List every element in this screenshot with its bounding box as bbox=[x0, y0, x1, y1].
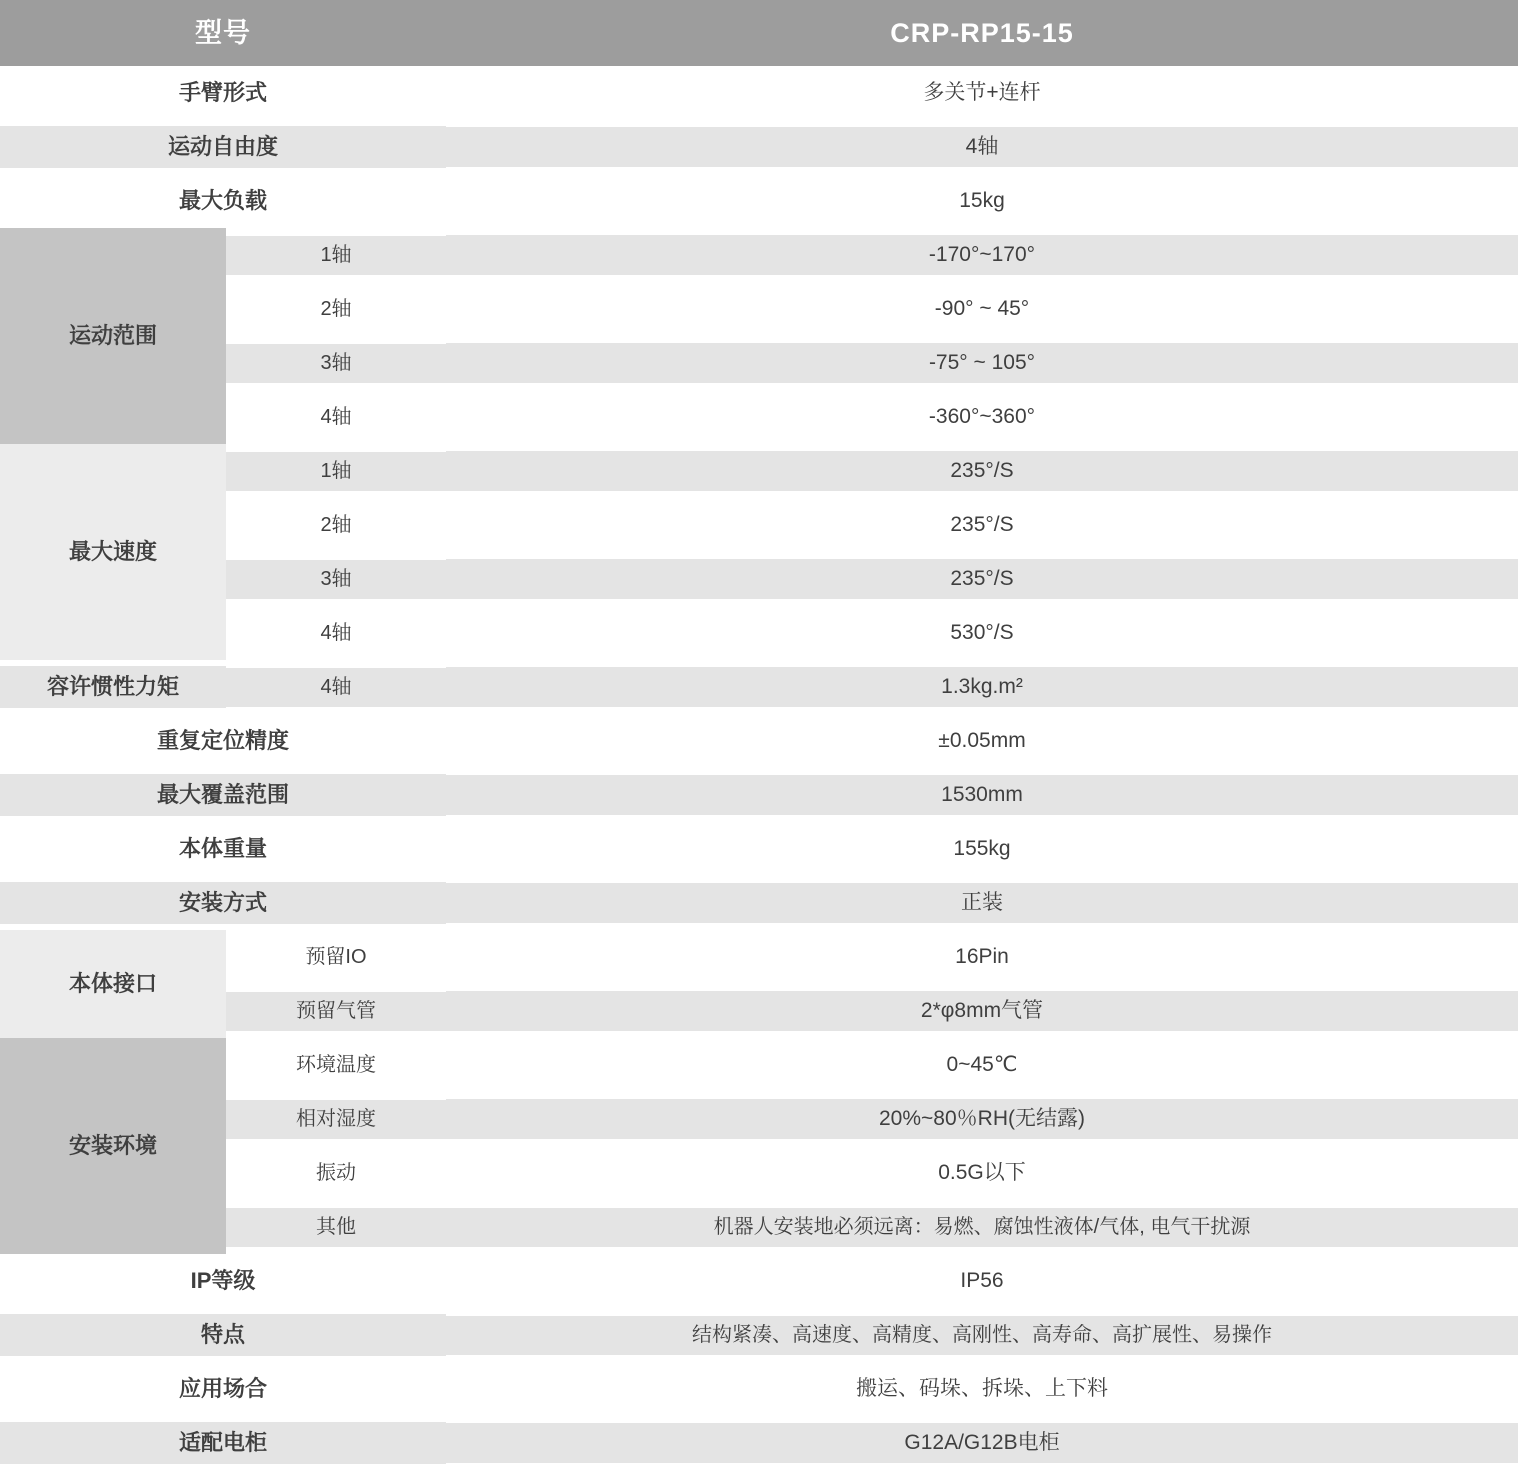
row-value: 235°/S bbox=[446, 559, 1518, 599]
group-label-cell-environment bbox=[0, 1038, 226, 1254]
table-row bbox=[0, 444, 1518, 498]
table-row bbox=[0, 282, 1518, 336]
row-value-cell bbox=[446, 984, 1518, 1038]
row-value-cell bbox=[446, 390, 1518, 444]
table-row bbox=[0, 1038, 1518, 1092]
row-value-cell bbox=[446, 228, 1518, 282]
sub-label: 1轴 bbox=[226, 452, 446, 491]
row-label-cell bbox=[0, 822, 446, 876]
row-value: 结构紧凑、高速度、高精度、高刚性、高寿命、高扩展性、易操作 bbox=[446, 1316, 1518, 1355]
row-label: 安装方式 bbox=[0, 882, 446, 924]
row-label-cell bbox=[0, 1308, 446, 1362]
row-label-cell bbox=[0, 876, 446, 930]
sub-label-cell bbox=[226, 1200, 446, 1254]
row-value-cell bbox=[446, 768, 1518, 822]
row-label-cell bbox=[0, 174, 446, 228]
table-row bbox=[0, 228, 1518, 282]
group-label: 本体接口 bbox=[0, 963, 226, 1005]
table-row bbox=[0, 66, 1518, 120]
row-value: 1530mm bbox=[446, 775, 1518, 815]
row-label: 运动自由度 bbox=[0, 126, 446, 168]
sub-label-cell bbox=[226, 984, 446, 1038]
table-row bbox=[0, 498, 1518, 552]
row-value: 搬运、码垛、拆垛、上下料 bbox=[446, 1369, 1518, 1409]
sub-label-cell bbox=[226, 390, 446, 444]
table-row bbox=[0, 984, 1518, 1038]
sub-label-cell bbox=[226, 282, 446, 336]
table-row bbox=[0, 1308, 1518, 1362]
table-row bbox=[0, 1362, 1518, 1416]
header-label-cell bbox=[0, 0, 446, 66]
row-value: IP56 bbox=[446, 1261, 1518, 1301]
row-label-cell bbox=[0, 1362, 446, 1416]
table-row bbox=[0, 1092, 1518, 1146]
row-label: 重复定位精度 bbox=[0, 720, 446, 762]
row-value-cell bbox=[446, 1038, 1518, 1092]
sub-label-cell bbox=[226, 1092, 446, 1146]
table-row bbox=[0, 714, 1518, 768]
row-label-cell bbox=[0, 1254, 446, 1308]
table-row bbox=[0, 876, 1518, 930]
group-label: 运动范围 bbox=[0, 315, 226, 357]
sub-label: 4轴 bbox=[226, 398, 446, 437]
row-value: 1.3kg.m² bbox=[446, 667, 1518, 707]
row-label: 特点 bbox=[0, 1314, 446, 1356]
row-value: 235°/S bbox=[446, 451, 1518, 491]
group-label: 最大速度 bbox=[0, 531, 226, 573]
table-row bbox=[0, 174, 1518, 228]
row-value: 16Pin bbox=[446, 937, 1518, 977]
row-value-cell bbox=[446, 498, 1518, 552]
row-label: 手臂形式 bbox=[0, 72, 446, 114]
group-label: 安装环境 bbox=[0, 1125, 226, 1167]
sub-label: 1轴 bbox=[226, 236, 446, 275]
row-label-cell bbox=[0, 1416, 446, 1470]
row-value: 155kg bbox=[446, 829, 1518, 869]
row-value-cell bbox=[446, 1200, 1518, 1254]
group-label-cell-inertia bbox=[0, 660, 226, 714]
row-value: -75° ~ 105° bbox=[446, 343, 1518, 383]
row-value: 4轴 bbox=[446, 127, 1518, 167]
row-value-cell bbox=[446, 876, 1518, 930]
row-label-cell bbox=[0, 66, 446, 120]
row-value-cell bbox=[446, 66, 1518, 120]
sub-label-cell bbox=[226, 660, 446, 714]
row-value: -90° ~ 45° bbox=[446, 289, 1518, 329]
sub-label-cell bbox=[226, 228, 446, 282]
sub-label: 相对湿度 bbox=[226, 1100, 446, 1139]
row-value: 20%~80％RH(无结露) bbox=[446, 1099, 1518, 1139]
row-value-cell bbox=[446, 930, 1518, 984]
table-row bbox=[0, 390, 1518, 444]
sub-label: 振动 bbox=[226, 1154, 446, 1193]
sub-label-cell bbox=[226, 552, 446, 606]
row-label-cell bbox=[0, 768, 446, 822]
row-value-cell bbox=[446, 822, 1518, 876]
header-label: 型号 bbox=[0, 0, 446, 66]
row-value-cell bbox=[446, 336, 1518, 390]
row-value-cell bbox=[446, 444, 1518, 498]
table-row bbox=[0, 606, 1518, 660]
row-value-cell bbox=[446, 660, 1518, 714]
sub-label-cell bbox=[226, 498, 446, 552]
row-value: 机器人安装地必须远离：易燃、腐蚀性液体/气体, 电气干扰源 bbox=[446, 1208, 1518, 1247]
table-row bbox=[0, 120, 1518, 174]
row-value-cell bbox=[446, 1092, 1518, 1146]
table-row bbox=[0, 822, 1518, 876]
sub-label: 预留IO bbox=[226, 938, 446, 977]
row-value: -170°~170° bbox=[446, 235, 1518, 275]
row-value: ±0.05mm bbox=[446, 721, 1518, 761]
row-label: 应用场合 bbox=[0, 1368, 446, 1410]
row-value-cell bbox=[446, 1362, 1518, 1416]
table-row bbox=[0, 930, 1518, 984]
sub-label-cell bbox=[226, 444, 446, 498]
row-value-cell bbox=[446, 282, 1518, 336]
sub-label-cell bbox=[226, 930, 446, 984]
row-value: -360°~360° bbox=[446, 397, 1518, 437]
header-value: CRP-RP15-15 bbox=[446, 0, 1518, 66]
row-value: 0~45℃ bbox=[446, 1045, 1518, 1085]
table-row bbox=[0, 552, 1518, 606]
row-label: 本体重量 bbox=[0, 828, 446, 870]
row-value: 235°/S bbox=[446, 505, 1518, 545]
table-row bbox=[0, 1416, 1518, 1470]
sub-label-cell bbox=[226, 606, 446, 660]
row-value-cell bbox=[446, 1416, 1518, 1470]
sub-label: 2轴 bbox=[226, 506, 446, 545]
row-label: 最大负载 bbox=[0, 180, 446, 222]
row-label-cell bbox=[0, 714, 446, 768]
sub-label: 4轴 bbox=[226, 668, 446, 707]
table-row bbox=[0, 768, 1518, 822]
table-row bbox=[0, 1200, 1518, 1254]
row-value: G12A/G12B电柜 bbox=[446, 1423, 1518, 1463]
table-row bbox=[0, 1146, 1518, 1200]
group-label-cell-motion-range bbox=[0, 228, 226, 444]
row-label: 最大覆盖范围 bbox=[0, 774, 446, 816]
group-label: 容许惯性力矩 bbox=[0, 666, 226, 708]
row-value: 530°/S bbox=[446, 613, 1518, 653]
row-label-cell bbox=[0, 120, 446, 174]
row-value-cell bbox=[446, 1146, 1518, 1200]
sub-label-cell bbox=[226, 1038, 446, 1092]
row-value-cell bbox=[446, 714, 1518, 768]
row-label: IP等级 bbox=[0, 1260, 446, 1302]
sub-label-cell bbox=[226, 1146, 446, 1200]
row-value-cell bbox=[446, 1254, 1518, 1308]
row-value: 正装 bbox=[446, 883, 1518, 923]
sub-label: 3轴 bbox=[226, 560, 446, 599]
table-row bbox=[0, 660, 1518, 714]
sub-label-cell bbox=[226, 336, 446, 390]
header-value-cell bbox=[446, 0, 1518, 66]
sub-label: 4轴 bbox=[226, 614, 446, 653]
row-value-cell bbox=[446, 120, 1518, 174]
group-label-cell-body-interface bbox=[0, 930, 226, 1038]
row-value-cell bbox=[446, 1308, 1518, 1362]
table-header-row bbox=[0, 0, 1518, 66]
sub-label: 2轴 bbox=[226, 290, 446, 329]
row-value-cell bbox=[446, 174, 1518, 228]
row-label: 适配电柜 bbox=[0, 1422, 446, 1464]
row-value: 多关节+连杆 bbox=[446, 73, 1518, 113]
row-value-cell bbox=[446, 606, 1518, 660]
row-value: 15kg bbox=[446, 181, 1518, 221]
row-value-cell bbox=[446, 552, 1518, 606]
row-value: 0.5G以下 bbox=[446, 1153, 1518, 1193]
group-label-cell-max-speed bbox=[0, 444, 226, 660]
table-row bbox=[0, 336, 1518, 390]
sub-label: 3轴 bbox=[226, 344, 446, 383]
sub-label: 其他 bbox=[226, 1208, 446, 1247]
table-row bbox=[0, 1254, 1518, 1308]
sub-label: 环境温度 bbox=[226, 1046, 446, 1085]
sub-label: 预留气管 bbox=[226, 992, 446, 1031]
row-value: 2*φ8mm气管 bbox=[446, 991, 1518, 1031]
